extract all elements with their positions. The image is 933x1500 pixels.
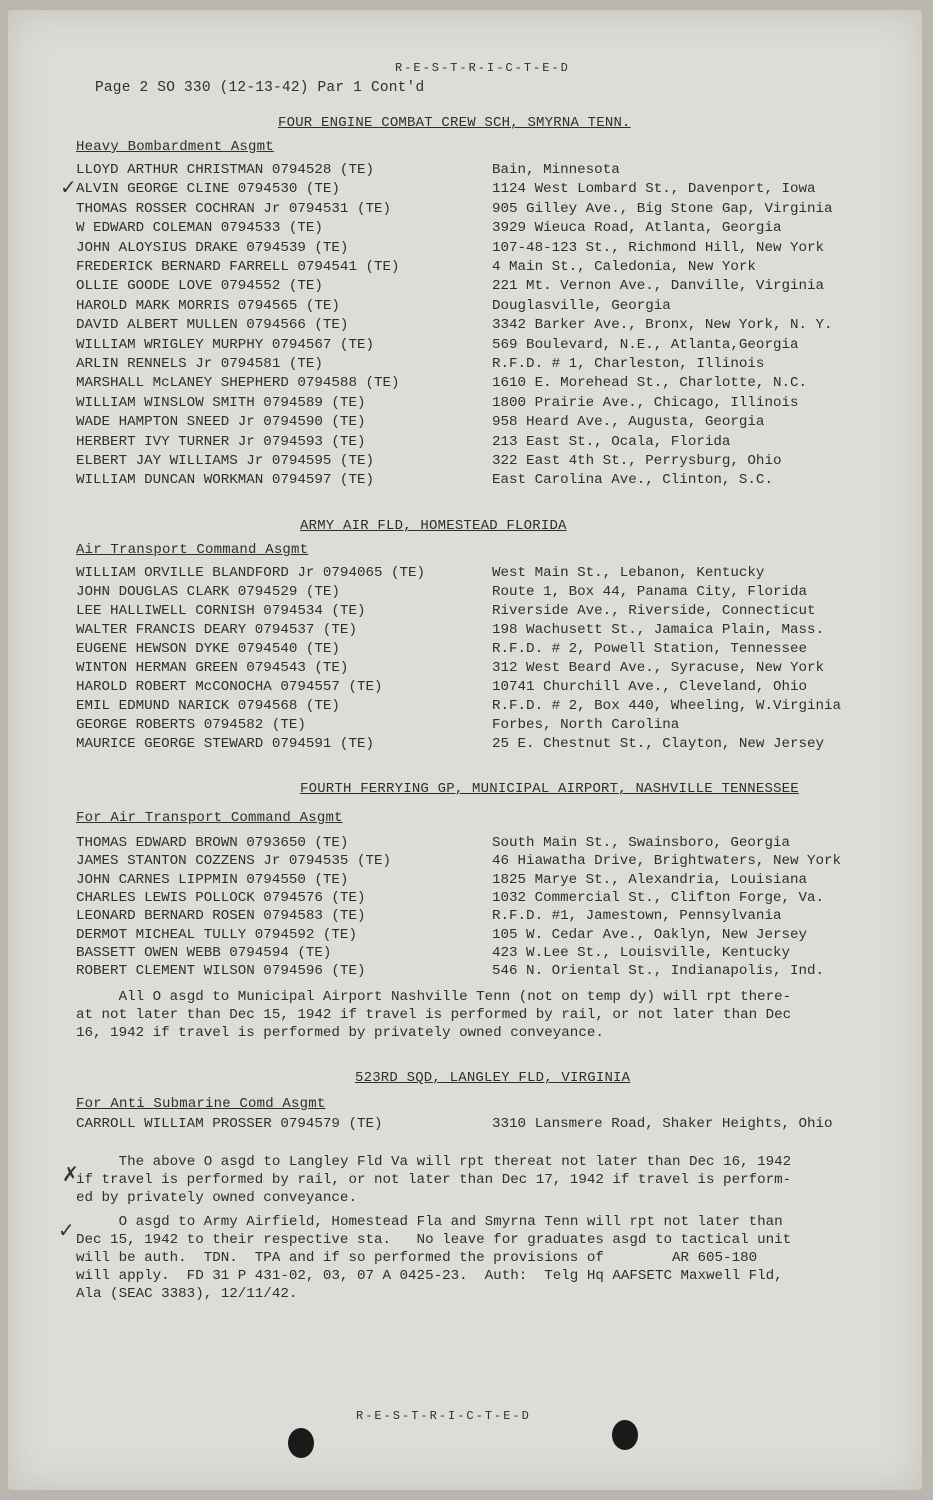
roster-name: THOMAS EDWARD BROWN 0793650 (TE) [76, 835, 349, 851]
roster-address: Riverside Ave., Riverside, Connecticut [492, 603, 816, 619]
roster-address: R.F.D. # 2, Powell Station, Tennessee [492, 641, 808, 657]
roster-name: WILLIAM WINSLOW SMITH 0794589 (TE) [76, 394, 366, 411]
roster-name: LEE HALLIWELL CORNISH 0794534 (TE) [76, 603, 366, 619]
roster-address: 1610 E. Morehead St., Charlotte, N.C. [492, 375, 808, 392]
roster-name: JOHN DOUGLAS CLARK 0794529 (TE) [76, 584, 340, 600]
roster-address: 46 Hiawatha Drive, Brightwaters, New York [492, 853, 842, 870]
roster-address: 3342 Barker Ave., Bronx, New York, N. Y. [492, 317, 833, 334]
cross-mark-icon: ✗ [62, 1162, 79, 1186]
roster-address: 905 Gilley Ave., Big Stone Gap, Virginia [492, 200, 833, 217]
roster-name: HAROLD ROBERT McCONOCHA 0794557 (TE) [76, 679, 383, 695]
subhead-for-air-transport: For Air Transport Command Asgmt [76, 810, 343, 826]
roster-address: 221 Mt. Vernon Ave., Danville, Virginia [492, 278, 825, 295]
roster-name: ALVIN GEORGE CLINE 0794530 (TE) [76, 181, 340, 198]
roster-name: W EDWARD COLEMAN 0794533 (TE) [76, 220, 323, 237]
check-mark-icon: ✓ [58, 1218, 75, 1242]
roster-name: EMIL EDMUND NARICK 0794568 (TE) [76, 698, 340, 714]
roster-name: CARROLL WILLIAM PROSSER 0794579 (TE) [76, 1116, 383, 1132]
punch-hole-left [288, 1428, 314, 1458]
roster-name: ELBERT JAY WILLIAMS Jr 0794595 (TE) [76, 453, 374, 469]
roster-name: DAVID ALBERT MULLEN 0794566 (TE) [76, 317, 349, 334]
roster-address: 546 N. Oriental St., Indianapolis, Ind. [492, 963, 825, 980]
roster-name: MARSHALL McLANEY SHEPHERD 0794588 (TE) [76, 375, 400, 392]
roster-address: R.F.D. # 1, Charleston, Illinois [492, 356, 765, 372]
section-title-nashville: FOURTH FERRYING GP, MUNICIPAL AIRPORT, NASHVILLE TENNESSEE [300, 781, 799, 797]
roster-address: South Main St., Swainsboro, Georgia [492, 835, 790, 851]
roster-name: ROBERT CLEMENT WILSON 0794596 (TE) [76, 963, 366, 980]
roster-address: R.F.D. # 2, Box 440, Wheeling, W.Virginia [492, 698, 842, 714]
roster-name: BASSETT OWEN WEBB 0794594 (TE) [76, 944, 332, 961]
roster-address: Route 1, Box 44, Panama City, Florida [492, 584, 808, 600]
roster-name: WILLIAM ORVILLE BLANDFORD Jr 0794065 (TE) [76, 565, 426, 581]
roster-address: 198 Wachusett St., Jamaica Plain, Mass. [492, 622, 825, 638]
punch-hole-right [612, 1420, 638, 1450]
closing-paragraph-1: The above O asgd to Langley Fld Va will rpt thereat not later than Dec 16, 1942 if travel is performed by rail, or not later than Dec 17, 1942 if travel is perform- ed by privately owned conveyance. [76, 1154, 792, 1206]
roster-name: LEONARD BERNARD ROSEN 0794583 (TE) [76, 908, 366, 925]
roster-address: R.F.D. #1, Jamestown, Pennsylvania [492, 908, 782, 925]
roster-name: CHARLES LEWIS POLLOCK 0794576 (TE) [76, 889, 366, 906]
roster-name: DERMOT MICHEAL TULLY 0794592 (TE) [76, 926, 357, 943]
roster-name: GEORGE ROBERTS 0794582 (TE) [76, 717, 306, 733]
roster-name: WILLIAM WRIGLEY MURPHY 0794567 (TE) [76, 336, 374, 353]
roster-address: 3929 Wieuca Road, Atlanta, Georgia [492, 220, 782, 237]
roster-address: 322 East 4th St., Perrysburg, Ohio [492, 453, 782, 469]
roster-name: WALTER FRANCIS DEARY 0794537 (TE) [76, 622, 357, 638]
roster-address: 1124 West Lombard St., Davenport, Iowa [492, 181, 816, 198]
subhead-heavy-bombardment: Heavy Bombardment Asgmt [76, 139, 274, 155]
roster-name: LLOYD ARTHUR CHRISTMAN 0794528 (TE) [76, 162, 374, 178]
roster-name: JAMES STANTON COZZENS Jr 0794535 (TE) [76, 853, 392, 870]
roster-name: HERBERT IVY TURNER Jr 0794593 (TE) [76, 433, 366, 450]
subhead-air-transport: Air Transport Command Asgmt [76, 542, 309, 558]
roster-address: East Carolina Ave., Clinton, S.C. [492, 472, 773, 489]
page-line: Page 2 SO 330 (12-13-42) Par 1 Cont'd [95, 80, 425, 96]
roster-name: EUGENE HEWSON DYKE 0794540 (TE) [76, 641, 340, 657]
roster-address: Douglasville, Georgia [492, 297, 671, 314]
roster-address: 1825 Marye St., Alexandria, Louisiana [492, 871, 808, 888]
roster-name: HAROLD MARK MORRIS 0794565 (TE) [76, 297, 340, 314]
roster-address: Forbes, North Carolina [492, 717, 680, 733]
section-title-smyrna: FOUR ENGINE COMBAT CREW SCH, SMYRNA TENN. [278, 115, 631, 131]
roster-address: 3310 Lansmere Road, Shaker Heights, Ohio [492, 1116, 833, 1132]
check-mark-icon: ✓ [60, 175, 77, 199]
roster-address: West Main St., Lebanon, Kentucky [492, 565, 765, 581]
roster-name: MAURICE GEORGE STEWARD 0794591 (TE) [76, 736, 374, 752]
section-title-langley: 523RD SQD, LANGLEY FLD, VIRGINIA [355, 1070, 631, 1086]
roster-address: 312 West Beard Ave., Syracuse, New York [492, 660, 825, 676]
restricted-header: R-E-S-T-R-I-C-T-E-D [395, 61, 570, 75]
roster-name: WINTON HERMAN GREEN 0794543 (TE) [76, 660, 349, 676]
roster-address: 213 East St., Ocala, Florida [492, 433, 731, 450]
roster-address: 1800 Prairie Ave., Chicago, Illinois [492, 394, 799, 411]
roster-address: 4 Main St., Caledonia, New York [492, 259, 756, 275]
roster-address: 1032 Commercial St., Clifton Forge, Va. [492, 889, 825, 906]
nashville-note: All O asgd to Municipal Airport Nashville Tenn (not on temp dy) will rpt there- at not later than Dec 15, 1942 if travel is performed by rail, or not later than Dec 16, 1942 if travel is performed by privately owned conveyance. [76, 989, 792, 1041]
roster-name: JOHN CARNES LIPPMIN 0794550 (TE) [76, 871, 349, 888]
roster-name: FREDERICK BERNARD FARRELL 0794541 (TE) [76, 259, 400, 275]
roster-address: 105 W. Cedar Ave., Oaklyn, New Jersey [492, 926, 808, 943]
roster-name: JOHN ALOYSIUS DRAKE 0794539 (TE) [76, 239, 349, 256]
closing-paragraph-2: O asgd to Army Airfield, Homestead Fla and Smyrna Tenn will rpt not later than Dec 15, 1942 to their respective sta. No leave for graduates asgd to tactical unit will be auth. TDN. TPA and if so performed the provisions of AR 605-180 will apply. FD 31 P 431-02, 03, 07 A 0425-23. Auth: Telg Hq AAFSETC Maxwell Fld, Ala (SEAC 3383), 12/11/42. [76, 1214, 792, 1302]
roster-name: WADE HAMPTON SNEED Jr 0794590 (TE) [76, 414, 366, 431]
roster-name: ARLIN RENNELS Jr 0794581 (TE) [76, 356, 323, 372]
roster-address: 569 Boulevard, N.E., Atlanta,Georgia [492, 336, 799, 353]
roster-address: 10741 Churchill Ave., Cleveland, Ohio [492, 679, 808, 695]
roster-address: 25 E. Chestnut St., Clayton, New Jersey [492, 736, 825, 752]
roster-address: Bain, Minnesota [492, 162, 620, 178]
roster-address: 107-48-123 St., Richmond Hill, New York [492, 239, 825, 256]
roster-name: OLLIE GOODE LOVE 0794552 (TE) [76, 278, 323, 295]
roster-name: WILLIAM DUNCAN WORKMAN 0794597 (TE) [76, 472, 374, 489]
roster-address: 423 W.Lee St., Louisville, Kentucky [492, 944, 790, 961]
roster-address: 958 Heard Ave., Augusta, Georgia [492, 414, 765, 431]
section-title-homestead: ARMY AIR FLD, HOMESTEAD FLORIDA [300, 518, 567, 534]
restricted-footer: R-E-S-T-R-I-C-T-E-D [356, 1409, 531, 1423]
roster-name: THOMAS ROSSER COCHRAN Jr 0794531 (TE) [76, 200, 392, 217]
subhead-anti-submarine: For Anti Submarine Comd Asgmt [76, 1096, 326, 1112]
